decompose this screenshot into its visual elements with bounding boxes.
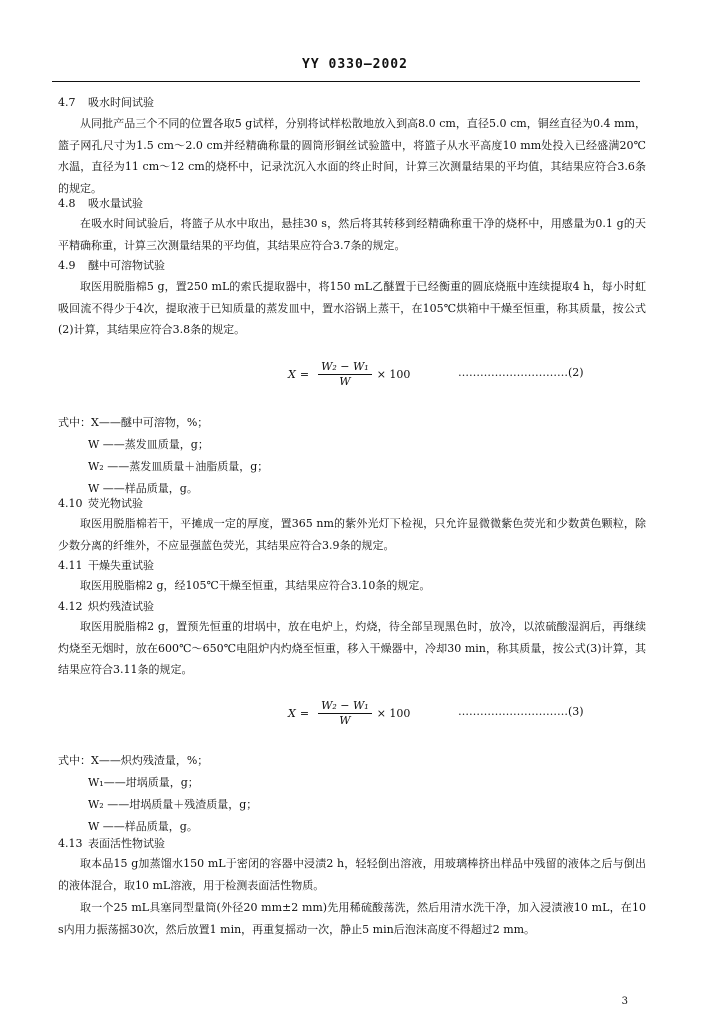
- formula-3-number: [458, 705, 584, 718]
- formula-numerator: W₂ − W₁: [318, 699, 372, 714]
- formula-equals: =: [299, 707, 310, 720]
- formula-leader: …………………………: [458, 705, 568, 718]
- section-number: 4.10: [58, 497, 83, 510]
- formula-denominator: W: [339, 375, 351, 388]
- header-rule: [52, 81, 640, 82]
- formula-denominator: W: [339, 714, 351, 727]
- definition-line: W ——样品质量，g。: [88, 482, 198, 495]
- section-heading-4-12: [58, 598, 154, 616]
- section-title: 干燥失重试验: [88, 559, 154, 572]
- section-number: 4.7: [58, 96, 76, 109]
- definition-line: 式中：X——醚中可溶物，%；: [58, 416, 209, 429]
- equation-number: (2): [568, 366, 584, 379]
- definition-line: W₁——坩埚质量，g；: [88, 776, 199, 789]
- formula-numerator: W₂ − W₁: [318, 360, 372, 375]
- paragraph-4-13-b: 取一个25 mL具塞同型量筒(外径20 mm±2 mm)先用稀硫酸荡洗，然后用清水洗干净，加入浸渍液10 mL，在10 s内用力振荡摇30次，然后放置1 min，再重复摇动一次，静止5 min后泡沫高度不得超过2 mm。: [58, 901, 646, 936]
- definition-line: 式中：X——炽灼残渣量，%；: [58, 754, 209, 767]
- paragraph-4-8: 在吸水时间试验后，将篮子从水中取出，悬挂30 s，然后将其转移到经精确称重干净的烧杯中，用感量为0.1 g的天平精确称重，计算三次测量结果的平均值，其结果应符合3.7条的规定。: [58, 217, 646, 252]
- section-number: 4.12: [58, 600, 83, 613]
- paragraph-4-11: 取医用脱脂棉2 g，经105℃干燥至恒重，其结果应符合3.10条的规定。: [80, 579, 431, 592]
- paragraph-4-12: 取医用脱脂棉2 g，置预先恒重的坩埚中，放在电炉上，灼烧，待全部呈现黑色时，放冷，以浓硫酸湿润后，再继续灼烧至无烟时，放在600℃～650℃电阻炉内灼烧至恒重，移入干燥器中，冷却30 min，称其质量，按公式(3)计算，其结果应符合3.11条的规定。: [58, 620, 646, 676]
- formula-2: [288, 360, 410, 389]
- section-title: 吸水量试验: [88, 197, 143, 210]
- formula-3-definitions: [58, 750, 257, 838]
- section-number: 4.13: [58, 837, 83, 850]
- formula-fraction: [318, 699, 372, 728]
- formula-2-number: [458, 366, 584, 379]
- section-title: 醚中可溶物试验: [88, 259, 165, 272]
- section-title: 表面活性物试验: [88, 837, 165, 850]
- paragraph-4-10: 取医用脱脂棉若干，平摊成一定的厚度，置365 nm的紫外光灯下检视，只允许显微微紫色荧光和少数黄色颗粒，除少数分离的纤维外，不应显强蓝色荧光，其结果应符合3.9条的规定。: [58, 517, 646, 552]
- paragraph-4-9: 取医用脱脂棉5 g，置250 mL的索氏提取器中，将150 mL乙醚置于已经衡重的圆底烧瓶中连续提取4 h，每小时虹吸回流不得少于4次，提取液于已知质量的蒸发皿中，置水浴锅上蒸干，在105℃烘箱中干燥至恒重，称其质量，按公式(2)计算，其结果应符合3.8条的规定。: [58, 280, 646, 336]
- formula-leader: …………………………: [458, 366, 568, 379]
- section-heading-4-9: [58, 257, 165, 275]
- section-heading-4-13: [58, 835, 165, 853]
- section-number: 4.11: [58, 559, 83, 572]
- section-heading-4-11: [58, 557, 154, 575]
- page-number: 3: [621, 996, 628, 1007]
- formula-equals: =: [299, 368, 310, 381]
- formula-variable: X: [288, 707, 296, 720]
- equation-number: (3): [568, 705, 584, 718]
- formula-3: [288, 699, 410, 728]
- definition-line: W₂ ——坩埚质量＋残渣质量，g；: [88, 798, 258, 811]
- section-title: 吸水时间试验: [88, 96, 154, 109]
- formula-multiplier: × 100: [376, 368, 411, 381]
- paragraph-4-7: 从同批产品三个不同的位置各取5 g试样，分别将试样松散地放入到高8.0 cm，直径5.0 cm，铜丝直径为0.4 mm，篮子网孔尺寸为1.5 cm～2.0 cm并经精确称量的圆筒形铜丝试验篮中，将篮子从水平高度10 mm处投入已经盛满20℃水温，直径为11 cm～12 cm的烧杯中，记录沈沉入水面的终止时间，计算三次测量结果的平均值，其结果应符合3.6条的规定。: [58, 117, 646, 195]
- definition-line: W ——样品质量，g。: [88, 820, 198, 833]
- definition-line: W ——蒸发皿质量，g；: [88, 438, 209, 451]
- section-title: 荧光物试验: [88, 497, 143, 510]
- section-heading-4-7: [58, 94, 154, 112]
- section-number: 4.9: [58, 259, 76, 272]
- formula-fraction: [318, 360, 372, 389]
- formula-multiplier: × 100: [376, 707, 411, 720]
- definition-line: W₂ ——蒸发皿质量＋油脂质量，g；: [88, 460, 269, 473]
- standard-code-header: YY 0330—2002: [302, 57, 408, 72]
- formula-variable: X: [288, 368, 296, 381]
- section-heading-4-8: [58, 195, 143, 213]
- section-number: 4.8: [58, 197, 76, 210]
- formula-2-definitions: [58, 412, 268, 500]
- section-title: 炽灼残渣试验: [88, 600, 154, 613]
- paragraph-4-13-a: 取本品15 g加蒸馏水150 mL于密闭的容器中浸渍2 h，轻轻倒出溶液，用玻璃棒挤出样品中残留的液体之后与倒出的液体混合，取10 mL溶液，用于检测表面活性物质。: [58, 857, 646, 892]
- section-heading-4-10: [58, 495, 143, 513]
